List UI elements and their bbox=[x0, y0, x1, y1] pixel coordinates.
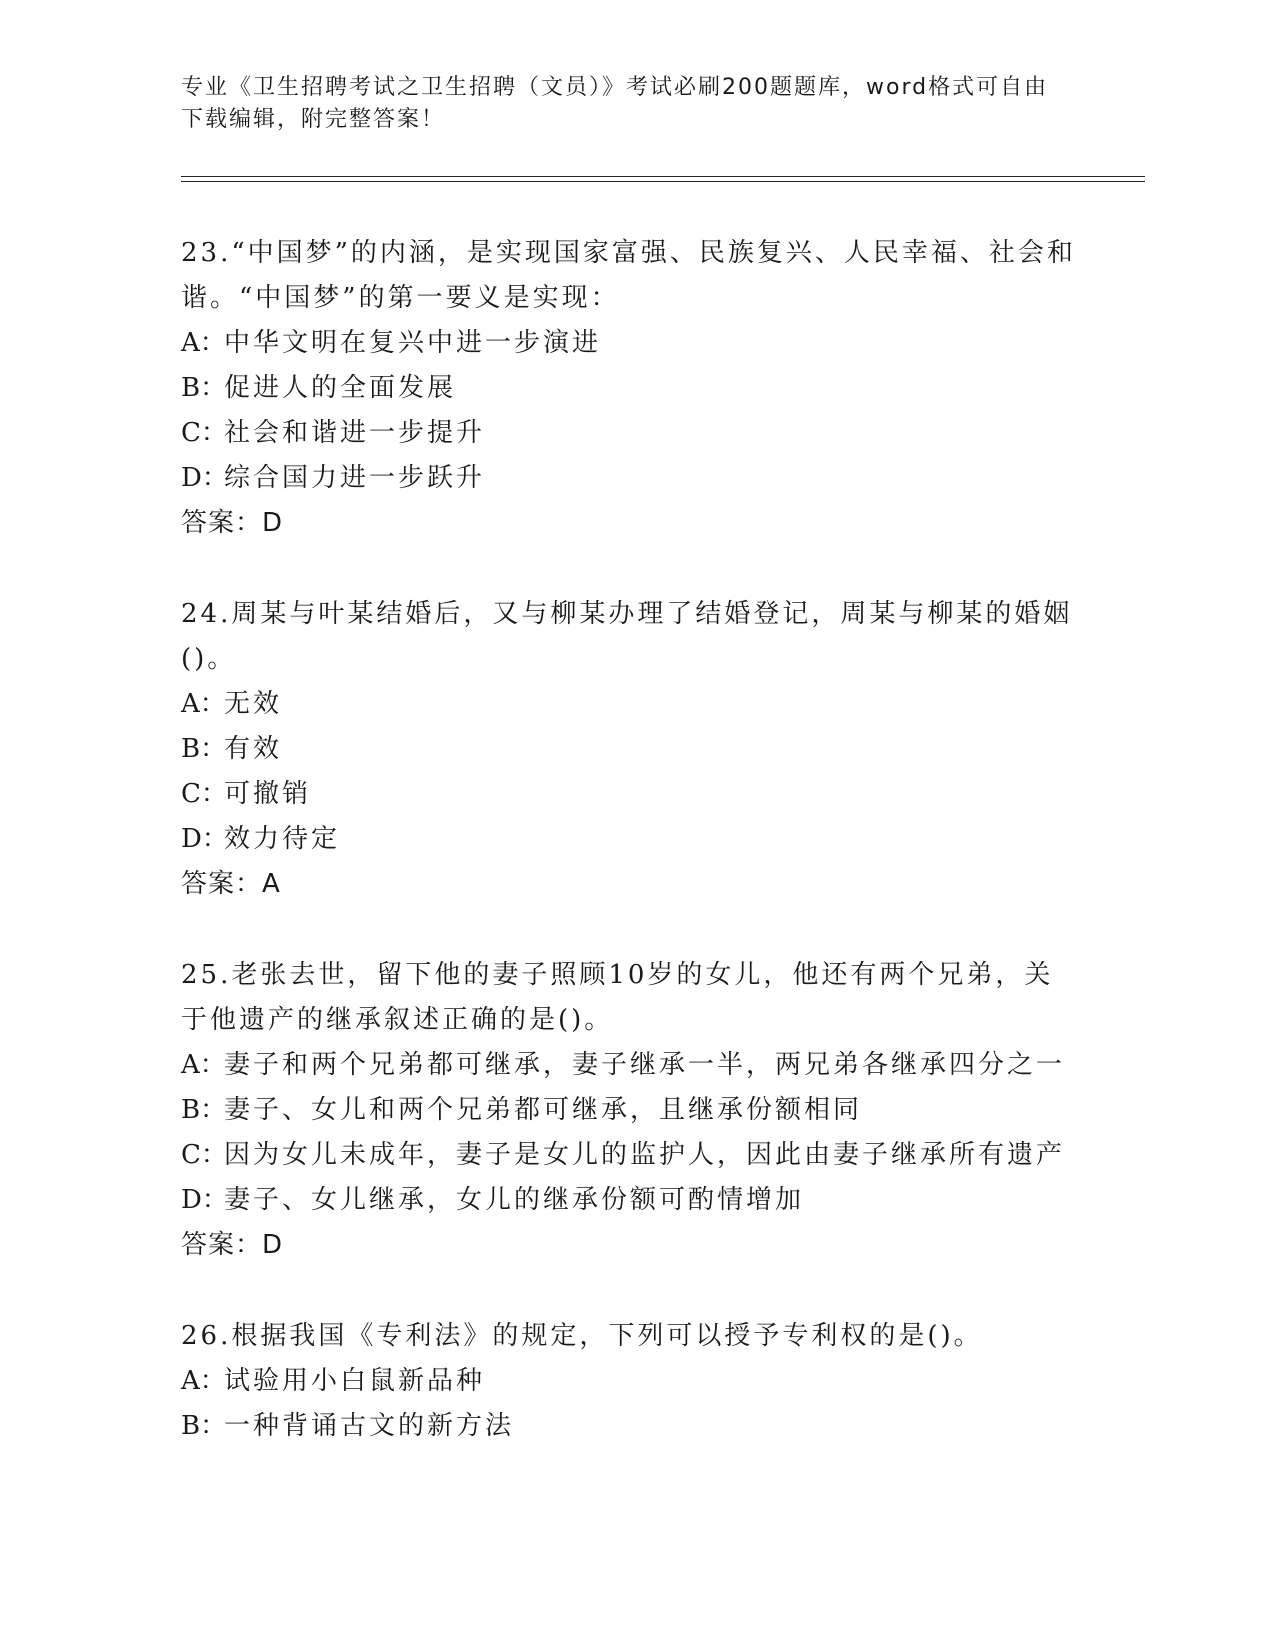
option-text: 有效 bbox=[224, 734, 283, 764]
question-stem: 24.周某与叶某结婚后，又与柳某办理了结婚登记，周某与柳某的婚姻()。 bbox=[181, 599, 1073, 674]
option-key: C： bbox=[181, 1140, 227, 1170]
option-key: B： bbox=[181, 734, 227, 764]
question-24 bbox=[181, 592, 1081, 907]
option-key: B： bbox=[181, 373, 227, 403]
option-a bbox=[181, 1043, 1081, 1088]
option-text: 因为女儿未成年，妻子是女儿的监护人，因此由妻子继承所有遗产 bbox=[224, 1140, 1066, 1170]
option-key: A： bbox=[181, 1366, 226, 1396]
option-text: 综合国力进一步跃升 bbox=[224, 463, 486, 493]
option-c bbox=[181, 1133, 1081, 1178]
option-c bbox=[181, 411, 1081, 456]
question-23 bbox=[181, 231, 1081, 546]
option-key: A： bbox=[181, 328, 226, 358]
answer-line: 答案：D bbox=[181, 1230, 284, 1260]
question-stem: 23.“中国梦”的内涵，是实现国家富强、民族复兴、人民幸福、社会和谐。“中国梦”的第一要义是实现： bbox=[181, 238, 1076, 313]
header-rule-bottom bbox=[181, 181, 1145, 182]
question-26 bbox=[181, 1314, 1081, 1449]
option-text: 妻子、女儿和两个兄弟都可继承，且继承份额相同 bbox=[224, 1095, 863, 1125]
option-text: 妻子和两个兄弟都可继承，妻子继承一半，两兄弟各继承四分之一 bbox=[224, 1050, 1066, 1080]
option-key: D： bbox=[181, 463, 228, 493]
option-a bbox=[181, 682, 1081, 727]
question-list bbox=[181, 231, 1081, 1495]
document-header: 专业《卫生招聘考试之卫生招聘（文员）》考试必刷200题题库，word格式可自由下载编辑，附完整答案！ bbox=[181, 75, 1049, 132]
question-25 bbox=[181, 953, 1081, 1268]
option-text: 试验用小白鼠新品种 bbox=[224, 1366, 486, 1396]
option-d bbox=[181, 456, 1081, 501]
option-text: 妻子、女儿继承，女儿的继承份额可酌情增加 bbox=[224, 1185, 805, 1215]
question-stem: 26.根据我国《专利法》的规定，下列可以授予专利权的是()。 bbox=[181, 1321, 983, 1351]
option-text: 促进人的全面发展 bbox=[224, 373, 457, 403]
option-d bbox=[181, 817, 1081, 862]
option-text: 效力待定 bbox=[224, 824, 341, 854]
option-key: B： bbox=[181, 1411, 227, 1441]
option-text: 一种背诵古文的新方法 bbox=[224, 1411, 515, 1441]
option-a bbox=[181, 1359, 1081, 1404]
question-stem: 25.老张去世，留下他的妻子照顾10岁的女儿，他还有两个兄弟，关于他遗产的继承叙述正确的是()。 bbox=[181, 960, 1054, 1035]
option-key: A： bbox=[181, 689, 226, 719]
option-c bbox=[181, 772, 1081, 817]
option-b bbox=[181, 1088, 1081, 1133]
option-text: 无效 bbox=[224, 689, 283, 719]
answer-line: 答案：A bbox=[181, 869, 281, 899]
option-key: A： bbox=[181, 1050, 226, 1080]
header-rule-top bbox=[181, 176, 1145, 177]
option-key: C： bbox=[181, 779, 227, 809]
option-key: D： bbox=[181, 1185, 228, 1215]
option-key: C： bbox=[181, 418, 227, 448]
option-key: D： bbox=[181, 824, 228, 854]
option-b bbox=[181, 1404, 1081, 1449]
answer-line: 答案：D bbox=[181, 508, 284, 538]
option-a bbox=[181, 321, 1081, 366]
option-key: B： bbox=[181, 1095, 227, 1125]
option-text: 社会和谐进一步提升 bbox=[224, 418, 486, 448]
option-text: 可撤销 bbox=[224, 779, 312, 809]
option-b bbox=[181, 366, 1081, 411]
option-d bbox=[181, 1178, 1081, 1223]
option-b bbox=[181, 727, 1081, 772]
option-text: 中华文明在复兴中进一步演进 bbox=[224, 328, 602, 358]
